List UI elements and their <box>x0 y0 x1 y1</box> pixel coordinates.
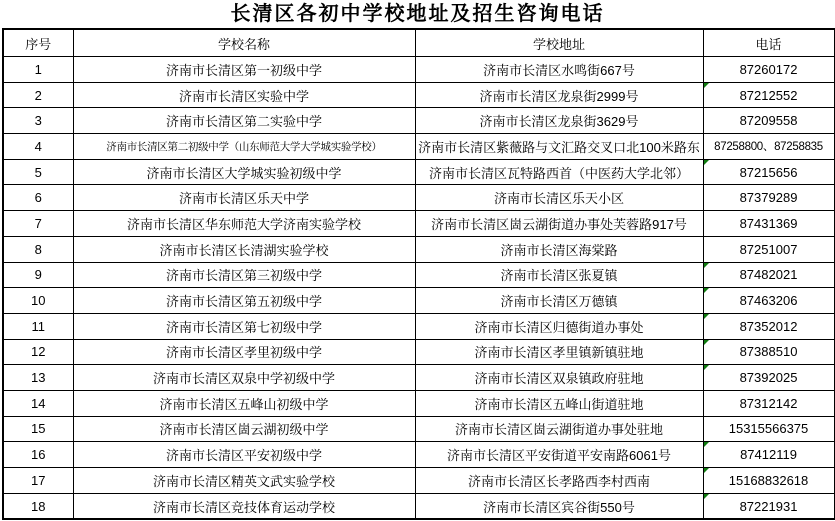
school-address-cell[interactable] <box>415 416 703 442</box>
school-name-cell-text: 济南市长清区华东师范大学济南实验学校 <box>126 216 361 232</box>
column-header-phone[interactable]: 电话 <box>703 29 834 57</box>
school-name-cell-text: 济南市长清区双泉中学初级中学 <box>152 371 335 387</box>
school-name-cell[interactable] <box>73 159 415 185</box>
row-number-cell[interactable] <box>3 185 73 211</box>
school-address-cell[interactable] <box>415 211 703 237</box>
school-name-cell[interactable] <box>73 57 415 83</box>
school-name-cell-text: 济南市长清区第三初级中学 <box>165 268 322 284</box>
table-row <box>3 493 834 519</box>
row-number-cell[interactable] <box>3 468 73 494</box>
table-header <box>3 29 834 57</box>
row-number-cell[interactable] <box>3 57 73 83</box>
phone-cell[interactable] <box>703 134 834 160</box>
school-name-cell-text: 济南市长清区崮云湖初级中学 <box>159 422 329 438</box>
phone-cell[interactable] <box>703 82 834 108</box>
phone-cell[interactable] <box>703 442 834 468</box>
row-number-cell[interactable] <box>3 313 73 339</box>
phone-cell-text: 87212552 <box>739 87 798 103</box>
phone-cell-text: 87352012 <box>739 318 798 334</box>
school-address-cell-text: 济南市长清区张夏镇 <box>500 268 618 284</box>
school-name-cell[interactable] <box>73 108 415 134</box>
school-name-cell-text: 济南市长清区第二初级中学（山东师范大学大学城实验学校） <box>106 140 382 153</box>
phone-cell[interactable] <box>703 288 834 314</box>
row-number-cell[interactable] <box>3 82 73 108</box>
row-number-cell-text: 2 <box>34 87 42 103</box>
row-number-cell-text: 11 <box>31 318 45 334</box>
stored-as-text-indicator <box>704 340 709 345</box>
column-header-address[interactable]: 学校地址 <box>415 29 703 57</box>
row-number-cell[interactable] <box>3 390 73 416</box>
row-number-cell[interactable] <box>3 493 73 519</box>
row-number-cell[interactable] <box>3 416 73 442</box>
school-address-cell[interactable] <box>415 262 703 288</box>
school-address-cell[interactable] <box>415 134 703 160</box>
phone-cell-text: 87392025 <box>739 370 798 386</box>
phone-cell-text: 87260172 <box>739 61 798 77</box>
school-name-cell[interactable] <box>73 211 415 237</box>
schools-table <box>2 28 835 520</box>
phone-cell-text: 87463206 <box>739 293 798 309</box>
school-name-cell[interactable] <box>73 185 415 211</box>
school-name-cell-text: 济南市长清区竞技体育运动学校 <box>152 499 335 515</box>
school-address-cell-text: 济南市长清区崮云湖街道办事处芙蓉路917号 <box>431 216 687 232</box>
school-name-cell[interactable] <box>73 82 415 108</box>
phone-cell-text: 87431369 <box>739 215 798 231</box>
school-name-cell[interactable] <box>73 416 415 442</box>
school-address-cell[interactable] <box>415 185 703 211</box>
row-number-cell-text: 9 <box>34 267 42 283</box>
school-address-cell-text: 济南市长清区五峰山街道驻地 <box>474 396 644 412</box>
stored-as-text-indicator <box>704 468 709 473</box>
school-address-cell[interactable] <box>415 288 703 314</box>
school-name-cell-text: 济南市长清区精英文武实验学校 <box>152 473 335 489</box>
table-row <box>3 390 834 416</box>
school-name-cell-text: 济南市长清区实验中学 <box>178 88 309 104</box>
row-number-cell[interactable] <box>3 262 73 288</box>
row-number-cell[interactable] <box>3 365 73 391</box>
phone-cell[interactable] <box>703 236 834 262</box>
school-name-cell[interactable] <box>73 313 415 339</box>
school-address-cell-text: 济南市长清区龙泉街3629号 <box>479 114 639 130</box>
school-address-cell-text: 济南市长清区紫薇路与文汇路交叉口北100米路东 <box>418 139 700 155</box>
stored-as-text-indicator <box>704 83 709 88</box>
school-address-cell[interactable] <box>415 313 703 339</box>
phone-cell-text: 87312142 <box>739 395 798 411</box>
school-address-cell-text: 济南市长清区龙泉街2999号 <box>479 88 639 104</box>
phone-cell-text: 87258800、87258835 <box>714 141 823 154</box>
table-row <box>3 365 834 391</box>
table-row <box>3 57 834 83</box>
school-name-cell[interactable] <box>73 468 415 494</box>
table-row <box>3 262 834 288</box>
school-name-cell-text: 济南市长清区长清湖实验学校 <box>159 242 329 258</box>
phone-cell-text: 87379289 <box>739 190 798 206</box>
stored-as-text-indicator <box>704 365 709 370</box>
row-number-cell-text: 8 <box>34 241 42 257</box>
school-name-cell-text: 济南市长清区大学城实验初级中学 <box>146 165 342 181</box>
school-name-cell-text: 济南市长清区五峰山初级中学 <box>159 396 329 412</box>
phone-cell-text: 87412119 <box>740 447 797 463</box>
table-row <box>3 442 834 468</box>
stored-as-text-indicator <box>704 314 709 319</box>
phone-cell[interactable] <box>703 57 834 83</box>
table-row <box>3 134 834 160</box>
table-row <box>3 211 834 237</box>
school-name-cell-text: 济南市长清区第一初级中学 <box>165 62 322 78</box>
table-row <box>3 159 834 185</box>
row-number-cell-text: 3 <box>34 113 42 129</box>
phone-cell[interactable] <box>703 390 834 416</box>
phone-cell[interactable] <box>703 468 834 494</box>
phone-cell-text: 87215656 <box>739 164 798 180</box>
school-name-cell-text: 济南市长清区平安初级中学 <box>165 448 322 464</box>
table-row <box>3 82 834 108</box>
phone-cell-text: 87209558 <box>739 113 798 129</box>
phone-cell-text: 15168832618 <box>728 472 809 488</box>
school-name-cell[interactable] <box>73 288 415 314</box>
row-number-cell[interactable] <box>3 442 73 468</box>
school-name-cell[interactable] <box>73 390 415 416</box>
school-name-cell-text: 济南市长清区第七初级中学 <box>165 319 322 335</box>
school-address-cell[interactable] <box>415 493 703 519</box>
school-name-cell[interactable] <box>73 134 415 160</box>
row-number-cell-text: 12 <box>31 344 46 360</box>
row-number-cell-text: 7 <box>34 215 42 231</box>
school-name-cell[interactable] <box>73 262 415 288</box>
school-name-cell-text: 济南市长清区第五初级中学 <box>165 294 322 310</box>
row-number-cell-text: 5 <box>34 164 42 180</box>
phone-cell-text: 15315566375 <box>728 421 809 437</box>
school-name-cell-text: 济南市长清区第二实验中学 <box>165 114 322 130</box>
school-address-cell[interactable] <box>415 108 703 134</box>
school-name-cell[interactable] <box>73 236 415 262</box>
table-row <box>3 185 834 211</box>
school-address-cell[interactable] <box>415 442 703 468</box>
phone-cell[interactable] <box>703 262 834 288</box>
table-row <box>3 288 834 314</box>
school-address-cell[interactable] <box>415 339 703 365</box>
school-address-cell-text: 济南市长清区万德镇 <box>500 294 618 310</box>
stored-as-text-indicator <box>704 263 709 268</box>
row-number-cell-text: 6 <box>34 190 42 206</box>
stored-as-text-indicator <box>704 494 709 499</box>
school-name-cell[interactable] <box>73 339 415 365</box>
phone-cell-text: 87251007 <box>739 241 798 257</box>
page-title: 长清区各初中学校地址及招生咨询电话 <box>230 3 605 25</box>
school-address-cell[interactable] <box>415 236 703 262</box>
row-number-cell[interactable] <box>3 134 73 160</box>
stored-as-text-indicator <box>704 442 709 447</box>
row-number-cell[interactable] <box>3 339 73 365</box>
school-name-cell[interactable] <box>73 365 415 391</box>
row-number-cell[interactable] <box>3 236 73 262</box>
school-address-cell-text: 济南市长清区海棠路 <box>500 242 618 258</box>
school-address-cell-text: 济南市长清区双泉镇政府驻地 <box>474 371 644 387</box>
row-number-cell[interactable] <box>3 211 73 237</box>
school-name-cell-text: 济南市长清区乐天中学 <box>178 191 309 207</box>
school-address-cell[interactable] <box>415 365 703 391</box>
school-name-cell[interactable] <box>73 442 415 468</box>
column-header-name[interactable]: 学校名称 <box>73 29 415 57</box>
school-address-cell-text: 济南市长清区宾谷街550号 <box>483 499 635 515</box>
phone-cell[interactable] <box>703 365 834 391</box>
school-address-cell[interactable] <box>415 390 703 416</box>
school-address-cell[interactable] <box>415 468 703 494</box>
table-row <box>3 416 834 442</box>
school-address-cell-text: 济南市长清区平安街道平安南路6061号 <box>447 448 671 464</box>
table-row <box>3 468 834 494</box>
school-address-cell-text: 济南市长清区长孝路西李村西南 <box>467 473 650 489</box>
school-address-cell-text: 济南市长清区水鸣街667号 <box>483 62 635 78</box>
phone-cell[interactable] <box>703 313 834 339</box>
phone-cell-text: 87482021 <box>739 267 798 283</box>
phone-cell-text: 87221931 <box>739 498 798 514</box>
table-row <box>3 339 834 365</box>
stored-as-text-indicator <box>704 160 709 165</box>
row-number-cell-text: 10 <box>31 293 46 309</box>
row-number-cell-text: 16 <box>31 447 46 463</box>
table-body <box>3 57 834 520</box>
row-number-cell[interactable] <box>3 159 73 185</box>
school-address-cell-text: 济南市长清区崮云湖街道办事处驻地 <box>454 422 663 438</box>
table-row <box>3 108 834 134</box>
row-number-cell[interactable] <box>3 288 73 314</box>
row-number-cell-text: 4 <box>34 138 42 154</box>
school-address-cell[interactable] <box>415 159 703 185</box>
header-row <box>3 29 834 57</box>
row-number-cell-text: 1 <box>34 61 42 77</box>
row-number-cell-text: 17 <box>31 472 46 488</box>
school-address-cell-text: 济南市长清区孝里镇新镇驻地 <box>474 345 644 361</box>
phone-cell[interactable] <box>703 416 834 442</box>
school-address-cell-text: 济南市长清区归德街道办事处 <box>474 319 644 335</box>
school-address-cell[interactable] <box>415 57 703 83</box>
row-number-cell-text: 18 <box>31 498 46 514</box>
row-number-cell[interactable] <box>3 108 73 134</box>
school-name-cell-text: 济南市长清区孝里初级中学 <box>165 345 322 361</box>
school-address-cell[interactable] <box>415 82 703 108</box>
table-row <box>3 236 834 262</box>
phone-cell[interactable] <box>703 493 834 519</box>
phone-cell[interactable] <box>703 339 834 365</box>
row-number-cell-text: 14 <box>31 395 46 411</box>
phone-cell[interactable] <box>703 185 834 211</box>
phone-cell[interactable] <box>703 108 834 134</box>
table-row <box>3 313 834 339</box>
stored-as-text-indicator <box>704 288 709 293</box>
phone-cell[interactable] <box>703 159 834 185</box>
school-address-cell-text: 济南市长清区瓦特路西首（中医药大学北邻） <box>428 165 689 181</box>
school-name-cell[interactable] <box>73 493 415 519</box>
phone-cell-text: 87388510 <box>739 344 798 360</box>
phone-cell[interactable] <box>703 211 834 237</box>
school-address-cell-text: 济南市长清区乐天小区 <box>493 191 624 207</box>
row-number-cell-text: 15 <box>31 421 46 437</box>
column-header-seq[interactable]: 序号 <box>3 29 73 57</box>
row-number-cell-text: 13 <box>31 370 46 386</box>
